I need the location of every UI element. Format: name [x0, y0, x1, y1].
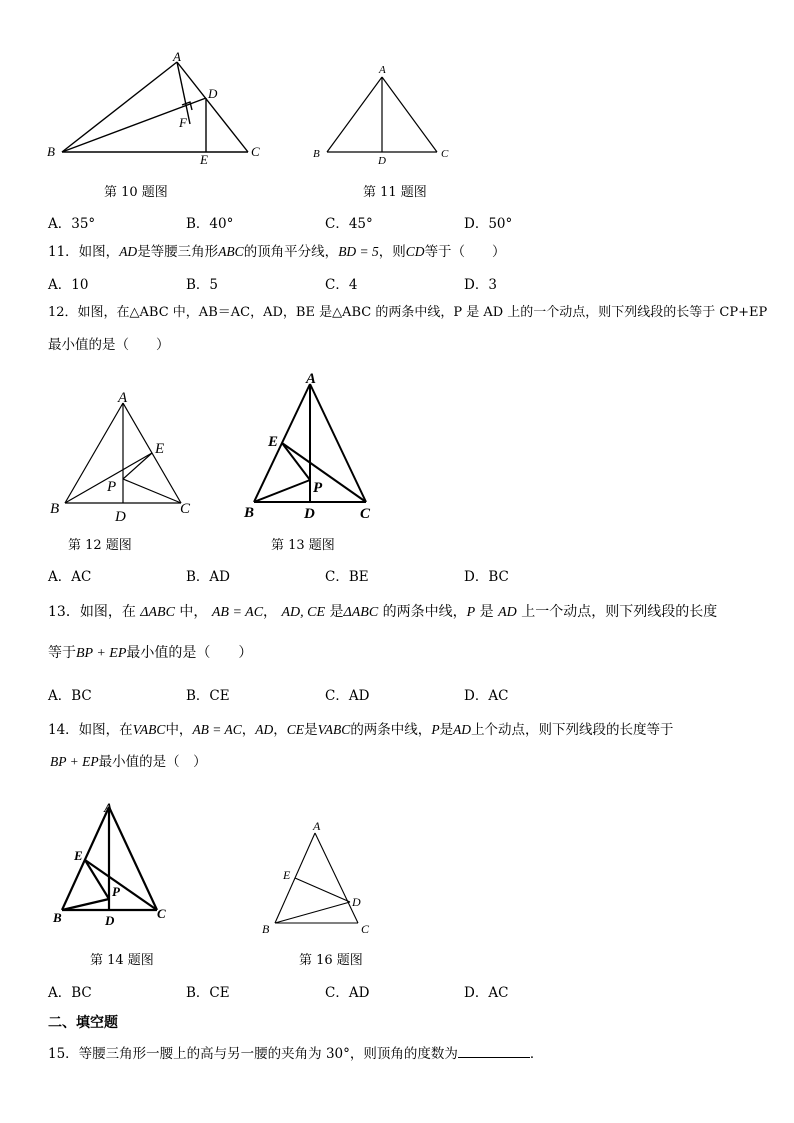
fig12-label-A: A [118, 390, 128, 406]
fig11-label-C: C [441, 148, 449, 160]
q14-option-b: B．CE [186, 985, 230, 1001]
figure-14-diagram [45, 785, 185, 935]
fig16-label-D: D [352, 895, 361, 909]
section-title: 二、填空题 [48, 1015, 118, 1031]
q13-option-c: C．AD [325, 688, 370, 704]
fig12-label-E: E [155, 441, 165, 457]
q12-stem-line1: 12．如图，在△ABC 中，AB＝AC，AD，BE 是△ABC 的两条中线，P 是 AD 上的一个动点，则下列线段的长等于 CP+EP [48, 305, 768, 320]
q12-stem-line2: 最小值的是（ ） [48, 337, 170, 353]
q14-option-c: C．AD [325, 985, 370, 1001]
q14-option-d: D．AC [464, 985, 509, 1001]
fig13-label-C: C [360, 506, 371, 522]
fig11-label-B: B [313, 148, 320, 160]
figure-12-diagram [45, 385, 205, 525]
fig13-label-B: B [244, 505, 255, 521]
q10-option-b: B．40° [186, 216, 234, 232]
fig10-label-F: F [179, 115, 187, 130]
figure-13-caption: 第 13 题图 [271, 538, 335, 553]
q13-option-a: A．BC [48, 688, 92, 704]
q14-option-a: A．BC [48, 985, 92, 1001]
figure-10-diagram [40, 48, 280, 173]
fig12-label-D: D [115, 509, 126, 525]
fig16-label-B: B [262, 922, 270, 936]
fig10-label-C: C [251, 144, 260, 159]
fig10-label-D: D [208, 86, 218, 101]
figure-14-caption: 第 14 题图 [90, 953, 154, 968]
fig16-label-A: A [313, 819, 321, 833]
q10-option-a: A．35° [48, 216, 96, 232]
q13-stem-line2: 等于BP + EP最小值的是（ ） [48, 645, 253, 661]
fig10-label-A: A [173, 49, 181, 64]
q13-option-d: D．AC [464, 688, 509, 704]
q15-answer-blank[interactable] [458, 1043, 530, 1058]
fig13-label-D: D [304, 506, 315, 522]
figure-11-caption: 第 11 题图 [363, 185, 427, 200]
q13-stem-line1: 13．如图，在 ΔABC 中， AB = AC， AD, CE 是ΔABC 的两条中线，P 是 AD 上一个动点，则下列线段的长度 [48, 604, 718, 620]
fig11-label-D: D [378, 155, 386, 167]
figure-10-caption: 第 10 题图 [104, 185, 168, 200]
fig14-label-B: B [53, 910, 62, 925]
fig10-label-B: B [47, 144, 55, 159]
q13-option-b: B．CE [186, 688, 230, 704]
q12-option-c: C．BE [325, 569, 369, 585]
fig16-label-E: E [283, 868, 291, 882]
figure-11-diagram [305, 60, 465, 170]
fig16-label-C: C [361, 922, 370, 936]
q11-option-d: D．3 [464, 277, 497, 293]
q10-option-d: D．50° [464, 216, 513, 232]
fig13-label-A: A [306, 371, 317, 387]
q11-option-b: B．5 [186, 277, 219, 293]
q11-option-a: A．10 [48, 277, 89, 293]
fig14-label-D: D [105, 913, 115, 928]
q10-option-c: C．45° [325, 216, 373, 232]
q14-stem-line2: BP + EP最小值的是（ ） [50, 754, 207, 770]
q12-option-d: D．BC [464, 569, 509, 585]
fig14-label-A: A [104, 800, 113, 815]
figure-16-diagram [255, 812, 385, 937]
figure-16-caption: 第 16 题图 [299, 953, 363, 968]
fig12-label-B: B [50, 501, 60, 517]
fig14-label-E: E [74, 848, 83, 863]
fig10-label-E: E [200, 152, 208, 167]
fig12-label-C: C [180, 501, 191, 517]
figure-13-diagram [240, 368, 390, 528]
fig13-label-P: P [313, 480, 323, 496]
fig13-label-E: E [268, 434, 279, 450]
fig14-label-C: C [157, 906, 166, 921]
q12-option-b: B．AD [186, 569, 230, 585]
figure-12-caption: 第 12 题图 [68, 538, 132, 553]
q11-option-c: C．4 [325, 277, 358, 293]
fig12-label-P: P [107, 479, 117, 495]
fig14-label-P: P [112, 884, 120, 899]
q15-stem: 15．等腰三角形一腰上的高与另一腰的夹角为 30°，则顶角的度数为 ． [48, 1043, 543, 1063]
q12-option-a: A．AC [48, 569, 92, 585]
q14-stem-line1: 14．如图，在VABC中，AB = AC，AD，CE是VABC的两条中线，P是AD上个动点，则下列线段的长度等于 [48, 722, 674, 738]
q11-stem: 11．如图，AD是等腰三角形ABC的顶角平分线，BD = 5，则CD等于（ ） [48, 244, 506, 260]
fig11-label-A: A [379, 64, 386, 76]
